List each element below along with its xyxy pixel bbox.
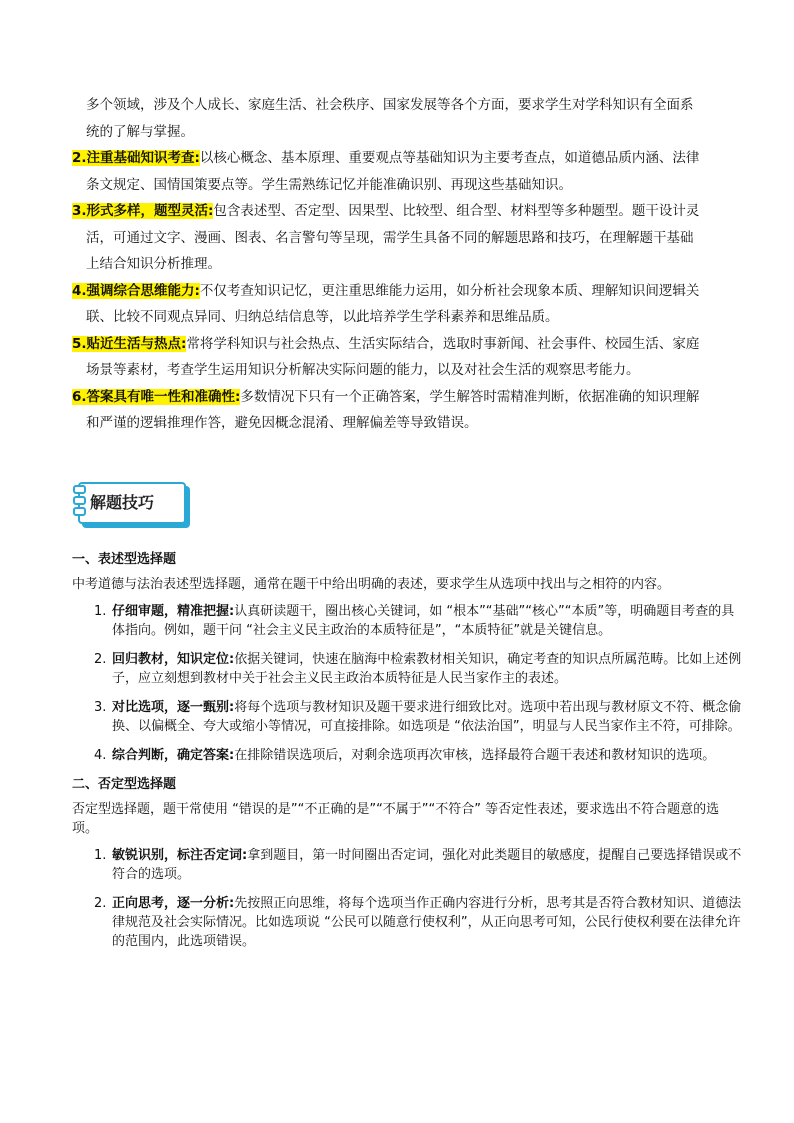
step-text: 将每个选项与教材知识及题干要求进行细致比对。选项中若出现与教材原文不符、概念偷换、以偏概全、夸大或缩小等情况，可直接排除。如选项是 “依法治国”，明显与人民当家作主不符，可排除。	[112, 700, 742, 734]
techniques-content	[72, 550, 742, 961]
feature-text: 和严谨的逻辑推理作答，避免因概念混淆、理解偏差等导致错误。	[86, 415, 478, 431]
step-heading: 正向思考，逐一分析:	[112, 896, 235, 911]
step-text: 拿到题目，第一时间圈出否定词，强化对此类题目的敏感度，提醒自己要选择错误或不符合的选项。	[112, 848, 742, 882]
banner-title: 解题技巧	[90, 493, 155, 512]
step-heading: 综合判断，确定答案:	[112, 748, 235, 763]
feature-text: 包含表述型、否定型、因果型、比较型、组合型、材料型等多种题型。题干设计灵	[213, 203, 700, 219]
steps-list	[72, 602, 742, 765]
section-intro: 中考道德与法治表述型选择题，通常在题干中给出明确的表述，要求学生从选项中找出与之相符的内容。	[72, 577, 671, 592]
step-heading: 仔细审题，精准把握:	[112, 604, 235, 619]
feature-text: 不仅考查知识记忆，更注重思维能力运用，如分析社会现象本质、理解知识间逻辑关	[199, 282, 700, 299]
feature-item-2	[72, 145, 732, 198]
features-list	[72, 92, 732, 437]
section-title: 二、否定型选择题	[72, 777, 177, 792]
list-item: 2. 回归教材，知识定位:依据关键词，快速在脑海中检索教材相关知识，确定考查的知识点所属范畴。比如上述例子，应立刻想到教材中关于社会主义民主政治本质特征是人民当家作主的表述。	[94, 652, 742, 686]
continuation-line-1: 多个领域，涉及个人成长、家庭生活、社会秩序、国家发展等各个方面，要求学生对学科知识有全面系	[86, 97, 694, 113]
list-item: 1. 仔细审题，精准把握:认真研读题干，圈出核心关键词，如 “根本”“基础”“核心”“本质”等，明确题目考查的具体指向。例如，题干问 “社会主义民主政治的本质特征是”，“本质特征”就是关键信息。	[94, 604, 735, 638]
feature-text: 多数情况下只有一个正确答案，学生解答时需精准判断，依据准确的知识理解	[240, 388, 700, 405]
feature-heading: 2.注重基础知识考查:	[72, 150, 200, 166]
list-item: 1. 敏锐识别，标注否定词:拿到题目，第一时间圈出否定词，强化对此类题目的敏感度，提醒自己要选择错误或不符合的选项。	[94, 848, 742, 882]
steps-list	[72, 846, 742, 951]
feature-text: 上结合知识分析推理。	[86, 256, 221, 272]
binder-rings-icon	[72, 485, 84, 519]
feature-item-6	[72, 384, 732, 437]
list-item: 2. 正向思考，逐一分析:先按照正向思维，将每个选项当作正确内容进行分析，思考其是否符合教材知识、道德法律规范及社会实际情况。比如选项说 “公民可以随意行使权利”，从正向思考可知，公民行使权利要在法律允许的范围内，此选项错误。	[94, 896, 742, 949]
step-text: 依据关键词，快速在脑海中检索教材相关知识，确定考查的知识点所属范畴。比如上述例子，应立刻想到教材中关于社会主义民主政治本质特征是人民当家作主的表述。	[112, 652, 742, 686]
list-item: 4. 综合判断，确定答案:在排除错误选项后，对剩余选项再次审核，选择最符合题干表述和教材知识的选项。	[94, 748, 716, 763]
step-text: 先按照正向思维，将每个选项当作正确内容进行分析，思考其是否符合教材知识、道德法律规范及社会实际情况。比如选项说 “公民可以随意行使权利”，从正向思考可知，公民行使权利要在法律允许的范围内，此选项错误。	[112, 896, 742, 949]
step-text: 在排除错误选项后，对剩余选项再次审核，选择最符合题干表述和教材知识的选项。	[234, 748, 716, 763]
continuation-line-2: 统的了解与掌握。	[86, 123, 194, 140]
section-banner	[72, 478, 184, 524]
feature-text: 活，可通过文字、漫画、图表、名言警句等呈现，需学生具备不同的解题思路和技巧，在理解题干基础	[86, 229, 694, 246]
feature-text: 条文规定、国情国策要点等。学生需熟练记忆并能准确识别、再现这些基础知识。	[86, 176, 572, 193]
section-negative-type	[72, 775, 742, 951]
feature-text: 以核心概念、基本原理、重要观点等基础知识为主要考查点，如道德品质内涵、法律	[199, 150, 700, 166]
feature-item-4	[72, 278, 732, 331]
feature-item-3	[72, 198, 732, 278]
feature-item-5	[72, 331, 732, 384]
feature-text: 联、比较不同观点异同、归纳总结信息等，以此培养学生学科素养和思维品质。	[86, 309, 559, 325]
step-heading: 回归教材，知识定位:	[112, 652, 235, 667]
step-text: 认真研读题干，圈出核心关键词，如 “根本”“基础”“核心”“本质”等，明确题目考查的具体指向。例如，题干问 “社会主义民主政治的本质特征是”，“本质特征”就是关键信息。	[112, 604, 735, 638]
section-intro: 否定型选择题，题干常使用 “错误的是”“不正确的是”“不属于”“不符合” 等否定性表述，要求选出不符合题意的选项。	[72, 802, 720, 836]
feature-text: 场景等素材，考查学生运用知识分析解决实际问题的能力，以及对社会生活的观察思考能力。	[86, 362, 640, 378]
feature-heading: 4.强调综合思维能力:	[72, 282, 200, 299]
feature-heading: 5.贴近生活与热点:	[72, 335, 187, 352]
section-title: 一、表述型选择题	[72, 552, 177, 567]
feature-text: 常将学科知识与社会热点、生活实际结合，选取时事新闻、社会事件、校园生活、家庭	[186, 335, 700, 352]
feature-heading: 6.答案具有唯一性和准确性:	[72, 388, 241, 405]
section-statement-type	[72, 550, 742, 765]
step-heading: 对比选项，逐一甄别:	[112, 700, 235, 715]
step-heading: 敏锐识别，标注否定词:	[112, 848, 248, 863]
list-item: 3. 对比选项，逐一甄别:将每个选项与教材知识及题干要求进行细致比对。选项中若出现与教材原文不符、概念偷换、以偏概全、夸大或缩小等情况，可直接排除。如选项是 “依法治国”，明显与人民当家作主不符，可排除。	[94, 700, 742, 734]
feature-heading: 3.形式多样，题型灵活:	[72, 203, 214, 219]
